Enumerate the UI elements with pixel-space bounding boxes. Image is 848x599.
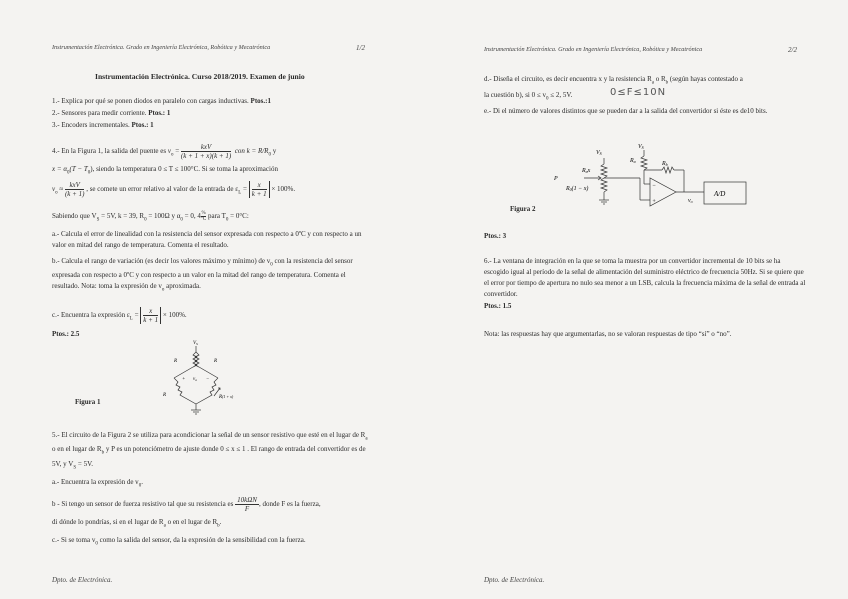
q5-intro-b: o en el lugar de R (52, 445, 102, 454)
q4-approx-den: (k + 1) (64, 190, 85, 198)
question-5e: e.- Di el número de valores distintos que se pueden dar a la salida del convertidor si éste es de10 bits. (484, 107, 768, 115)
q5c-rest: como la salida del sensor, da la expresión de la sensibilidad con la fuerza. (97, 536, 306, 544)
page-number: 1/2 (356, 44, 365, 52)
fig1-r0-right: R(1 + x) (219, 394, 234, 400)
question-5b-line-2: di dónde lo pondrías, si en el lugar de $R_a$ o en el lugar de $R_b$. (52, 518, 222, 529)
q4-text-d: ), siendo la temperatura 0 ≤ T ≤ 100°C. Si se toma la aproximación (90, 165, 278, 173)
question-4-points: Ptos.: 2.5 (52, 330, 80, 338)
fig2-vs2-label: VS (638, 144, 644, 150)
question-4-line-1: 4.- En la Figura 1, la salida del puente es $v_o$ = kxV (k + 1 + x)(k + 1) con $k = R/R_0$ y (52, 143, 277, 160)
page-header: Instrumentación Electrónica. Grado en Ingeniería Electrónica, Robótica y Mecatrónica (484, 46, 703, 53)
figure-2-circuit (544, 140, 759, 220)
exam-page-2 (424, 0, 848, 599)
q4-alpha: x = α (52, 165, 68, 173)
q4b-text: b.- Calcula el rango de variación (es decir los valores máximo y mínimo) de v (52, 257, 271, 265)
q4-frac-den: (k + 1 + x)(k + 1) (180, 152, 232, 160)
fig1-plus: + (182, 377, 186, 382)
q4-text-b: con k = R/R (234, 147, 269, 156)
q5d-text-b: o R (653, 75, 666, 83)
q4-given-f: = 0°C: (228, 212, 249, 221)
q4-given-e: para T (207, 212, 226, 221)
fig1-vs-label: $V_S$ (193, 341, 198, 346)
q5a-end: . (141, 478, 143, 486)
question-4-line-2: $x = \alpha_0(T - T_0)$, siendo la temperatura 0 ≤ T ≤ 100°C. Si se toma la aproximación (52, 165, 278, 176)
question-5a: a.- Encuentra la expresión de $v_0$. (52, 478, 143, 489)
question-2-text: 2.- Sensores para medir corriente. (52, 109, 147, 117)
handwritten-annotation: 0≤F≤10N (610, 87, 667, 98)
q5d-text-d: la cuestión b), si 0 ≤ v (484, 91, 546, 99)
q4c-abs-den: k + 1 (143, 316, 159, 324)
page-footer: Dpto. de Electrónica. (52, 576, 113, 584)
figure-2-label: Figura 2 (510, 205, 536, 213)
fig1-minus: − (206, 377, 210, 382)
exam-title: Instrumentación Electrónica. Curso 2018/2019. Examen de junio (95, 72, 305, 81)
fig2-adc-label: A/D (714, 190, 726, 198)
q5c-text: c.- Si se toma v (52, 536, 96, 544)
q4-frac-num: kxV (181, 143, 231, 152)
question-4c: c.- Encuentra la expresión $\varepsilon_L$ = $\frac{x}{k + 1}$ × 100%. (52, 307, 187, 324)
q4c-abs-fraction (140, 307, 161, 324)
fig1-r-right: R (214, 359, 218, 364)
q5b-text-e: . (219, 518, 222, 526)
q5b-fraction (235, 496, 259, 513)
question-5c: c.- Si se toma $v_0$ como la salida del sensor, da la expresión de la sensibilidad con la fuerza. (52, 536, 306, 547)
q5d-text-a: d.- Diseña el circuito, es decir encuentra x y la resistencia R (484, 75, 652, 83)
question-5d-line-2: la cuestión b), si $0 \le v_0 \le 2$, 5V. (484, 91, 573, 102)
fig1-r-left: R (174, 359, 178, 364)
q5b-text-d: o en el lugar de R (165, 518, 218, 526)
question-2-points: Ptos.: 1 (148, 109, 171, 117)
q5-intro-a: 5.- El circuito de la Figura 2 se utiliza para acondicionar la señal de un sensor resistivo que esté en el lugar de R (52, 431, 366, 439)
figure-1-label: Figura 1 (75, 398, 101, 406)
q4-given-d: = 0, 4 (182, 212, 201, 221)
question-5-intro: 5.- El circuito de la Figura 2 se utiliza para acondicionar la señal de un sensor resistivo que esté en el lugar de $R_a$ o en el lugar de $R_b$ y P es un potenciómetro de ajuste donde 0 ≤ x ≤ 1 . El rango de entrada del convertidor es de 5V, y $V_S = 5V$. (52, 431, 368, 471)
question-1-text: 1.- Explica por qué se ponen diodos en paralelo con cargas inductivas. (52, 97, 249, 105)
q5-intro-c: y P es un potenciómetro de ajuste donde 0 ≤ x ≤ 1 . El rango de entrada del convertidor es de 5V, y V (52, 445, 366, 468)
exam-note: Nota: las respuestas hay que argumentarlas, no se valoran respuestas de tipo “sí” o “no”. (484, 330, 732, 338)
q4-given-c: = 100Ω y α (146, 212, 181, 221)
q4-abs-fraction (249, 181, 270, 198)
page-header: Instrumentación Electrónica. Grado en Ingeniería Electrónica, Robótica y Mecatrónica (52, 44, 271, 51)
q5b-text-c: di dónde lo pondrías, si en el lugar de R (52, 518, 164, 526)
q4-given-b: = 5V, k = 39, R (99, 212, 145, 221)
q5b-text-a: b - Si tengo un sensor de fuerza resistivo tal que su resistencia es (52, 500, 234, 509)
page-number: 2/2 (788, 46, 797, 54)
q4-vo: v (167, 147, 171, 156)
q4-given-frac-num: % (201, 211, 206, 216)
q5-intro-d: = 5V. (76, 459, 93, 468)
q5a-text: a.- Encuentra la expresión de v (52, 478, 139, 486)
q4-given-a: Sabiendo que V (52, 212, 97, 221)
fig2-r0-label: R0(1 − x) (566, 186, 589, 192)
question-4-givens: Sabiendo que $V_S = 5V$, k = 39, $R_0 = 100\Omega$ y $\alpha_0 = 0$, 4 % °C para $T_0 = 0^\circ C$: (52, 211, 249, 223)
question-5b-line-1 (52, 496, 321, 513)
q4b-rest: con la resistencia del sensor expresada con respecto a 0ºC y con respecto a un valor en la mitad del rango de temperatura. Comenta el resultado. Nota: toma la expresión de v (52, 257, 353, 291)
q4-temp: (T − T (69, 165, 88, 173)
fig2-plus: + (652, 199, 657, 205)
q4-fraction (181, 143, 231, 160)
fig2-minus: − (652, 183, 657, 189)
fig2-rb-label: Rb (662, 161, 668, 167)
q4c-pct: × 100%. (162, 311, 187, 320)
q4-approx-num: kxV (65, 181, 85, 190)
fig2-vs1-label: VS (596, 150, 602, 156)
question-5d-line-1: d.- Diseña el circuito, es decir encuentra x y la resistencia $R_a$ o $R_b$ (según hayas contestado a (484, 75, 743, 86)
q4-given-frac (201, 211, 206, 222)
question-5-points: Ptos.: 3 (484, 232, 507, 240)
q4-text-c: y (272, 147, 277, 156)
fig2-ra-label: Ra (630, 158, 636, 164)
fig2-p-label: P (554, 176, 558, 182)
q5d-text-e: ≤ 2, 5V. (548, 91, 573, 99)
fig2-vo-label: vo (688, 198, 693, 204)
q4-pct: × 100%. (271, 185, 296, 194)
question-2 (52, 109, 170, 117)
q4c-abs-num: x (143, 307, 158, 316)
q4-approx-fraction (65, 181, 85, 198)
q4b-end: aproximada. (164, 282, 201, 291)
question-1-points: Ptos.:1 (250, 97, 271, 105)
page-footer: Dpto. de Electrónica. (484, 576, 545, 584)
question-6-points: Ptos.: 1.5 (484, 302, 512, 310)
question-4a: a.- Calcula el error de linealidad con la resistencia del sensor expresada con respecto a 0ºC y con respecto a un valor en mitad del rango de temperatura. Comenta el resultado. (52, 230, 362, 249)
question-3 (52, 121, 154, 129)
q4-text-a: 4.- En la Figura 1, la salida del puente es (52, 147, 167, 156)
fig1-vo: $v_o$ (193, 377, 197, 382)
figure-1-bridge-circuit (160, 338, 232, 418)
q5d-text-c: (según hayas contestado a (668, 75, 743, 83)
q4-given-frac-den: °C (200, 217, 207, 222)
q5b-frac-den: F (244, 505, 250, 513)
question-4-line-3: $v_o$ ≈ kxV (k + 1) , se comete un error relativo al valor de la entrada de $\varepsilon_L$ = $\frac{x}{k + 1}$ × 100%. (52, 181, 296, 198)
q5b-text-b: , donde F es la fuerza, (258, 500, 321, 509)
q5b-frac-num: 10kΩN (237, 496, 257, 504)
q4c-text: c.- Encuentra la expresión ε (52, 311, 130, 320)
fig1-r0-left: R (163, 393, 167, 398)
question-4b: b.- Calcula el rango de variación (es decir los valores máximo y mínimo) de $v_0$ con la resistencia del sensor expresada con respecto a 0ºC y con respecto a un valor en la mitad del rango de temperatura. Comenta el resultado. Nota: toma la expresión de $v_o$ aproximada. (52, 257, 353, 293)
fig2-rax-label: Rax (582, 168, 591, 174)
question-3-points: Ptos.: 1 (131, 121, 154, 129)
question-6: 6.- La ventana de integración en la que se toma la muestra por un convertidor incremental de 10 bits se ha escogido igual al período de la señal de alimentación del suministro eléctrico de frecuencia 50Hz. Si se quiere que el error por tiempo de apertura no nulo sea menor a un LSB, calcula la frecuencia máxima de la señal de entrada al convertidor. (484, 257, 806, 298)
q4-error-text: , se comete un error relativo al valor de la entrada de ε (86, 185, 239, 194)
q4-abs-den: k + 1 (251, 190, 267, 198)
question-1 (52, 97, 271, 105)
q4-abs-num: x (252, 181, 267, 190)
question-3-text: 3.- Encoders incrementales. (52, 121, 130, 129)
